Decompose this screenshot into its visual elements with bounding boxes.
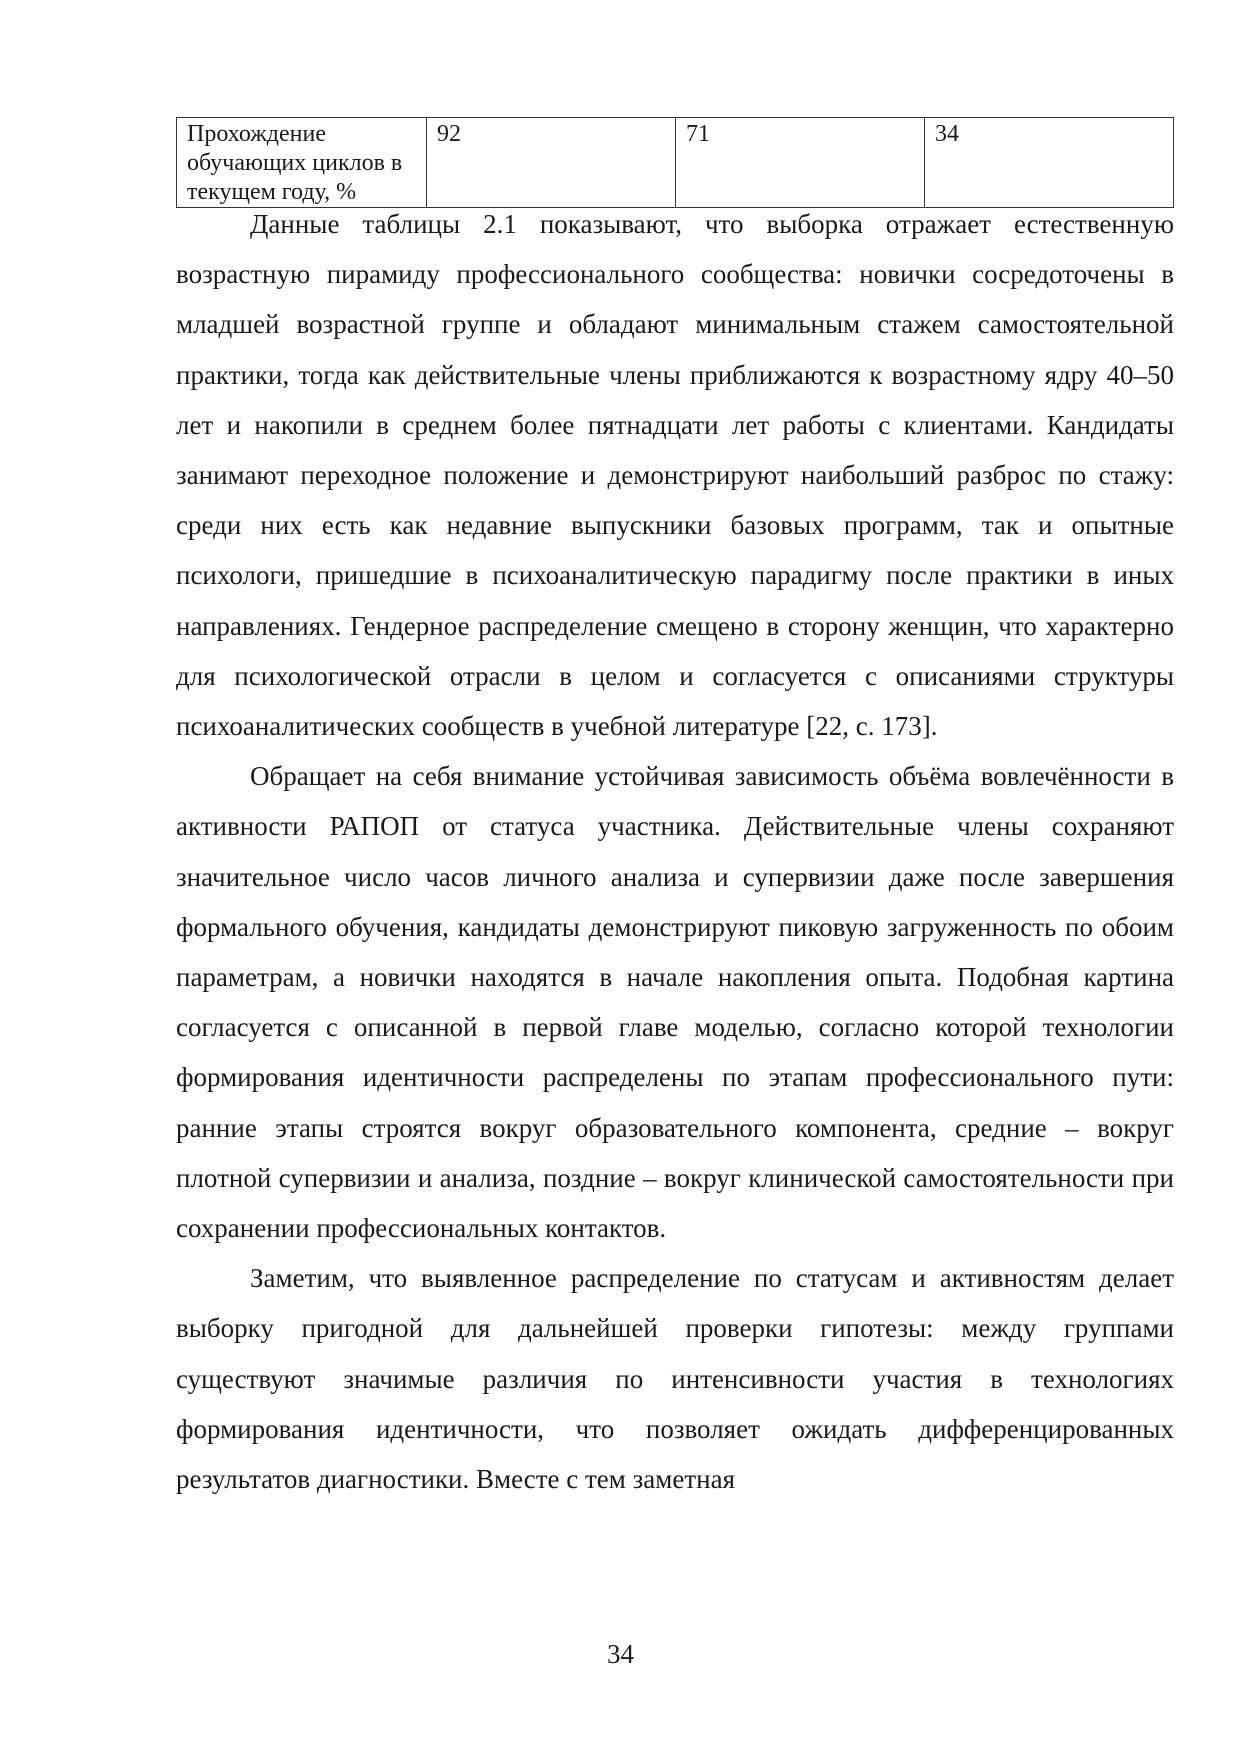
table-cell: 34: [925, 118, 1174, 208]
table-cell: 92: [427, 118, 676, 208]
paragraph: Заметим, что выявленное распределение по статусам и активностям делает выборку пригодной для дальнейшей проверки гипотезы: между группами существуют значимые различия по интенсивности участия в технологиях формирования идентичности, что позволяет ожидать дифференцированных результатов диагностики. Вместе с тем заметная: [176, 1263, 1174, 1495]
paragraph: Обращает на себя внимание устойчивая зависимость объёма вовлечённости в активности РАПОП от статуса участника. Действительные члены сохраняют значительное число часов личного анализа и супервизии даже после завершения формального обучения, кандидаты демонстрируют пиковую загруженность по обоим параметрам, а новички находятся в начале накопления опыта. Подобная картина согласуется с описанной в первой главе моделью, согласно которой технологии формирования идентичности распределены по этапам профессионального пути: ранние этапы строятся вокруг образовательного компонента, средние – вокруг плотной супервизии и анализа, поздние – вокруг клинической самостоятельности при сохранении профессиональных контактов.: [176, 761, 1174, 1244]
table-row: [177, 118, 1174, 208]
table-continuation: [176, 117, 1174, 208]
table-row-label: Прохождение обучающих циклов в текущем году, %: [177, 118, 427, 208]
data-table: [176, 117, 1174, 208]
paragraph: Данные таблицы 2.1 показывают, что выборка отражает естественную возрастную пирамиду профессионального сообщества: новички сосредоточены в младшей возрастной группе и обладают минимальным стажем самостоятельной практики, тогда как действительные члены приближаются к возрастному ядру 40–50 лет и накопили в среднем более пятнадцати лет работы с клиентами. Кандидаты занимают переходное положение и демонстрируют наибольший разброс по стажу: среди них есть как недавние выпускники базовых программ, так и опытные психологи, пришедшие в психоаналитическую парадигму после практики в иных направлениях. Гендерное распределение смещено в сторону женщин, что характерно для психологической отрасли в целом и согласуется с описаниями структуры психоаналитических сообществ в учебной литературе [22, с. 173].: [176, 209, 1174, 742]
page-number: 34: [607, 1639, 634, 1669]
body-text: [176, 199, 1174, 1504]
table-cell: 71: [676, 118, 925, 208]
